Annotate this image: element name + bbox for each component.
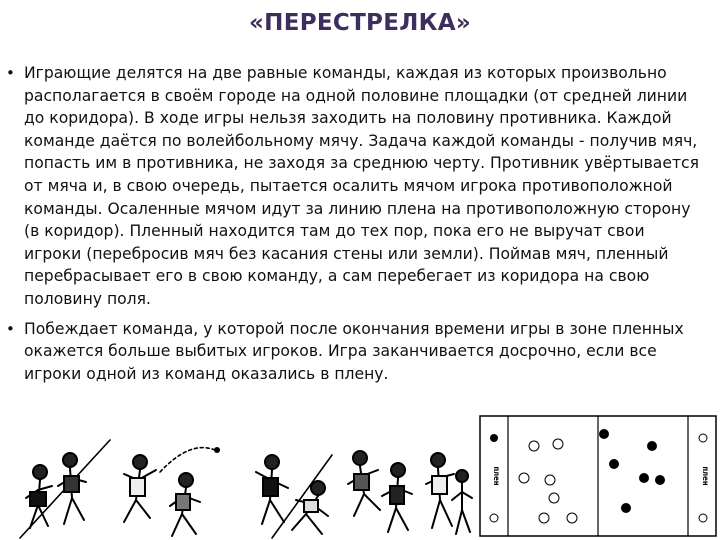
bullet-marker: • xyxy=(6,64,15,82)
right-zone-label: плен xyxy=(701,466,710,486)
child-figure xyxy=(256,455,288,524)
prisoner-marker xyxy=(490,514,498,522)
slide-title: «ПЕРЕСТРЕЛКА» xyxy=(249,10,471,36)
child-figure xyxy=(26,465,52,528)
prisoner-marker xyxy=(699,514,707,522)
rules-list xyxy=(4,62,700,392)
player-open xyxy=(553,439,563,449)
rule-item xyxy=(4,62,700,311)
rule-item xyxy=(4,318,700,386)
prisoner-marker xyxy=(699,434,707,442)
prisoner-marker xyxy=(490,434,498,442)
player-open xyxy=(567,513,577,523)
child-figure xyxy=(58,453,86,524)
children-playing-illustration xyxy=(0,410,475,540)
player-open xyxy=(539,513,549,523)
player-filled xyxy=(599,429,609,439)
ball-icon xyxy=(214,447,220,453)
court-line xyxy=(272,455,332,538)
rule-text: Побеждает команда, у которой после окончания времени игры в зоне пленных окажется больше выбитых игроков. Игра заканчивается досрочно, если все игроки одной из команд оказались в плену. xyxy=(24,319,684,383)
child-figure xyxy=(426,453,454,528)
child-figure xyxy=(292,481,328,534)
player-open xyxy=(529,441,539,451)
player-open xyxy=(549,493,559,503)
child-figure xyxy=(124,455,156,522)
bullet-marker: • xyxy=(6,319,15,338)
ball-trajectory xyxy=(160,448,215,472)
child-figure xyxy=(382,463,412,532)
player-filled xyxy=(639,473,649,483)
player-filled xyxy=(647,441,657,451)
player-filled xyxy=(609,459,619,469)
player-filled xyxy=(655,475,665,485)
child-figure xyxy=(452,470,472,534)
rule-text: Играющие делятся на две равные команды, каждая из которых произвольно располагается в своём городе на одной половине площадки (от средней линии до коридора). В ходе игры нельзя заходить на половину противника. Каждой команде даётся по волейбольному мячу. Задача каждой команды - получив мяч, попасть им в противника, не заходя за среднюю черту. Противник увёртывается от мяча и, в свою очередь, пытается осалить мячом игрока противоположной команды. Осаленные мячом идут за линию плена на противоположную сторону (в коридор). Пленный находится там до тех пор, пока его не выручат свои игроки (перебросив мяч без касания стены или земли). Поймав мяч, пленный перебрасывает его в свою команду, а сам перебегает из коридора на свою половину поля. xyxy=(24,64,699,308)
player-filled xyxy=(621,503,631,513)
child-figure xyxy=(170,473,200,536)
player-open xyxy=(545,475,555,485)
child-figure xyxy=(348,451,380,516)
court-diagram xyxy=(478,414,718,538)
left-zone-label: плен xyxy=(492,466,501,486)
player-open xyxy=(519,473,529,483)
